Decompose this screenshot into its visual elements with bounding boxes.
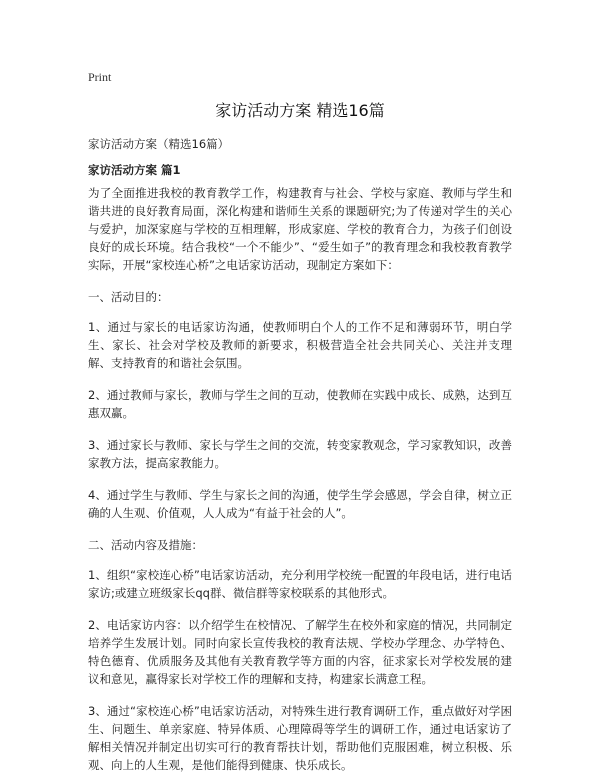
intro-paragraph: 为了全面推进我校的教育教学工作，构建教育与社会、学校与家庭、教师与学生和谐共进的良好教育局面，深化构建和谐师生关系的课题研究;为了传递对学生的关心与爱护，加深家庭与学校的互相理解，形成家庭、学校的教育合力，为孩子们创设良好的成长环境。结合我校“一个不能少”、“爱生如子”的教育理念和我校教育教学实际，开展“家校连心桥”之电话家访活动，现制定方案如下： [88,186,512,272]
section-title-measures: 二、活动内容及措施： [88,538,203,552]
measure-item-3: 3、通过“家校连心桥”电话家访活动，对特殊生进行教育调研工作，重点做好对学困生、问题生、单亲家庭、特异体质、心理障碍等学生的调研工作，通过电话家访了解相关情况并制定出切实可行的教育帮扶计划，帮助他们克服困难，树立积极、乐观、向上的人生观，是他们能得到健康、快乐成长。 [88,704,512,772]
document-subtitle: 家访活动方案（精选16篇） [88,137,230,151]
document-title: 家访活动方案 精选16篇 [215,101,385,120]
print-label: Print [88,70,112,84]
purpose-item-3: 3、通过家长与教师、家长与学生之间的交流，转变家教观念，学习家教知识，改善家教方法，提高家教能力。 [88,438,512,470]
measure-item-1: 1、组织“家校连心桥”电话家访活动，充分利用学校统一配置的年段电话，进行电话家访;或建立班级家长qq群、微信群等家校联系的其他形式。 [88,568,512,600]
purpose-item-2: 2、通过教师与家长，教师与学生之间的互动，使教师在实践中成长、成熟，达到互惠双赢。 [88,388,512,420]
measure-item-2: 2、电话家访内容：以介绍学生在校情况、了解学生在校外和家庭的情况，共同制定培养学生发展计划。同时向家长宣传我校的教育法规、学校办学理念、办学特色、特色德育、优质服务及其他有关教育教学等方面的内容，征求家长对学校发展的建议和意见，赢得家长对学校工作的理解和支持，构建家长满意工程。 [88,618,512,686]
purpose-item-4: 4、通过学生与教师、学生与家长之间的沟通，使学生学会感恩，学会自律，树立正确的人生观、价值观，人人成为“有益于社会的人”。 [88,488,512,520]
section-title-purpose: 一、活动目的： [88,290,169,304]
purpose-item-1: 1、通过与家长的电话家访沟通，使教师明白个人的工作不足和薄弱环节，明白学生、家长、社会对学校及教师的新要求，积极营造全社会共同关心、关注并支理解、支持教育的和谐社会氛围。 [88,320,512,370]
section-heading: 家访活动方案 篇1 [88,163,181,177]
